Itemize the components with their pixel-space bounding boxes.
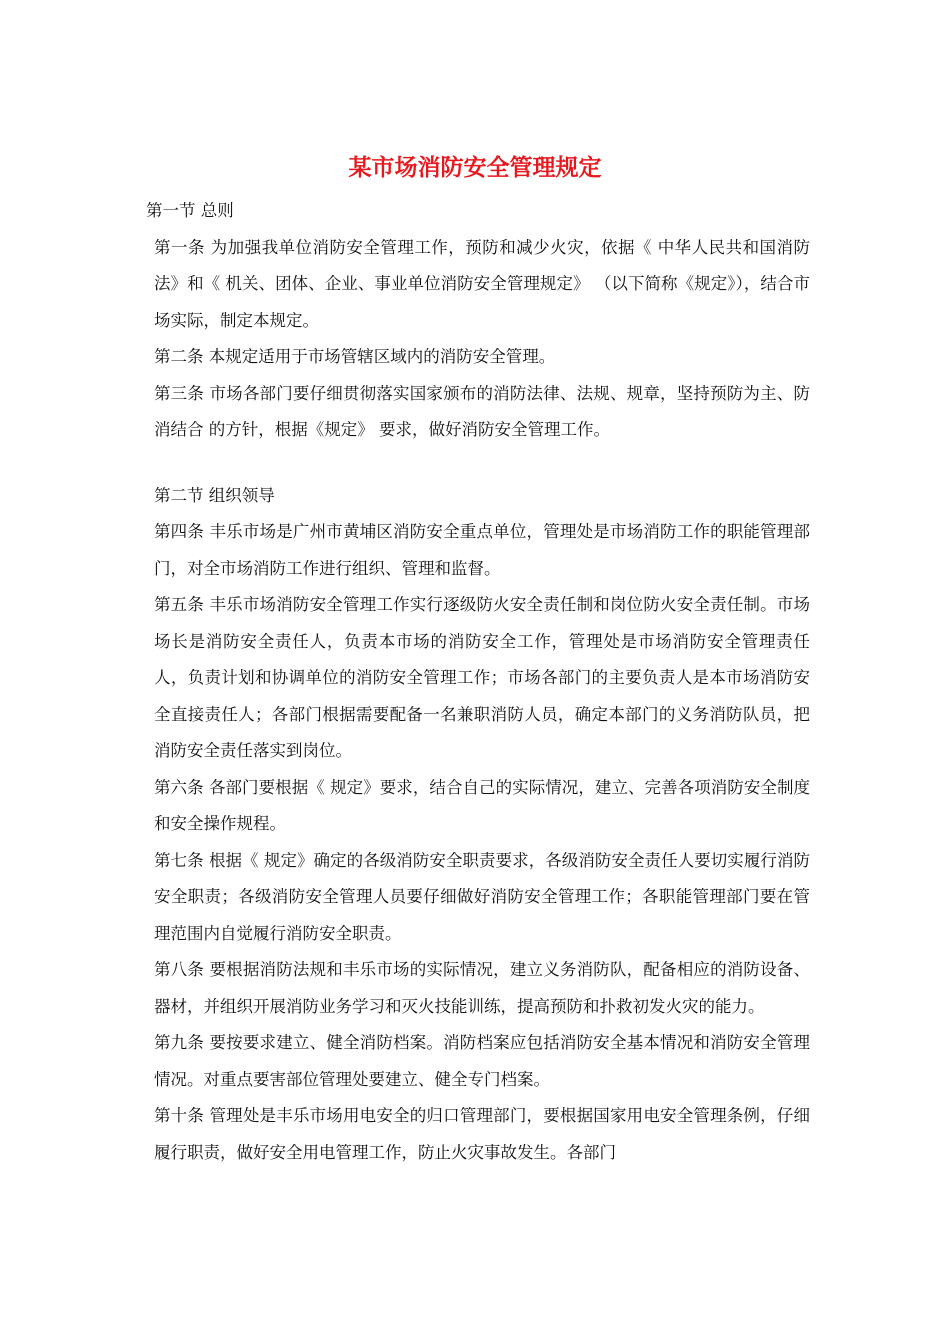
- article-9: 第九条 要按要求建立、健全消防档案。消防档案应包括消防安全基本情况和消防安全管理情况。对重点要害部位管理处要建立、健全专门档案。: [154, 1033, 810, 1089]
- article-5: 第五条 丰乐市场消防安全管理工作实行逐级防火安全责任制和岗位防火安全责任制。市场场长是消防安全责任人，负责本市场的消防安全工作，管理处是市场消防安全管理责任人，负责计划和协调单位的消防安全管理工作；市场各部门的主要负责人是本市场消防安全直接责任人；各部门根据需要配备一名兼职消防人员，确定本部门的义务消防队员，把消防安全责任落实到岗位。: [154, 595, 810, 760]
- section-spacer: [146, 449, 810, 478]
- section-heading-2: 第二节 组织领导: [154, 485, 275, 505]
- article-1: 第一条 为加强我单位消防安全管理工作，预防和减少火灾，依据《 中华人民共和国消防法》和《 机关、团体、企业、事业单位消防安全管理规定》 （以下简称《规定》），结合市场实际，制定本规定。: [154, 237, 810, 330]
- section-heading-1: 第一节 总则: [146, 201, 234, 220]
- document-title: 某市场消防安全管理规定: [348, 154, 602, 181]
- article-3: 第三条 市场各部门要仔细贯彻落实国家颁布的消防法律、法规、规章，坚持预防为主、防消结合 的方针，根据《规定》 要求，做好消防安全管理工作。: [154, 383, 810, 439]
- article-7: 第七条 根据《 规定》确定的各级消防安全职责要求，各级消防安全责任人要切实履行消防安全职责；各级消防安全管理人员要仔细做好消防安全管理工作；各职能管理部门要在管理范围内自觉履行消防安全职责。: [154, 850, 810, 943]
- article-8: 第八条 要根据消防法规和丰乐市场的实际情况，建立义务消防队，配备相应的消防设备、器材，并组织开展消防业务学习和灭火技能训练，提高预防和扑救初发火灾的能力。: [154, 960, 810, 1016]
- document-body: [146, 193, 810, 1171]
- article-2: 第二条 本规定适用于市场管辖区域内的消防安全管理。: [154, 347, 556, 366]
- article-4: 第四条 丰乐市场是广州市黄埔区消防安全重点单位，管理处是市场消防工作的职能管理部门，对全市场消防工作进行组织、管理和监督。: [154, 522, 810, 578]
- article-6: 第六条 各部门要根据《 规定》要求，结合自己的实际情况，建立、完善各项消防安全制度和安全操作规程。: [154, 777, 810, 833]
- article-10: 第十条 管理处是丰乐市场用电安全的归口管理部门，要根据国家用电安全管理条例，仔细履行职责，做好安全用电管理工作，防止火灾事故发生。各部门: [154, 1106, 810, 1162]
